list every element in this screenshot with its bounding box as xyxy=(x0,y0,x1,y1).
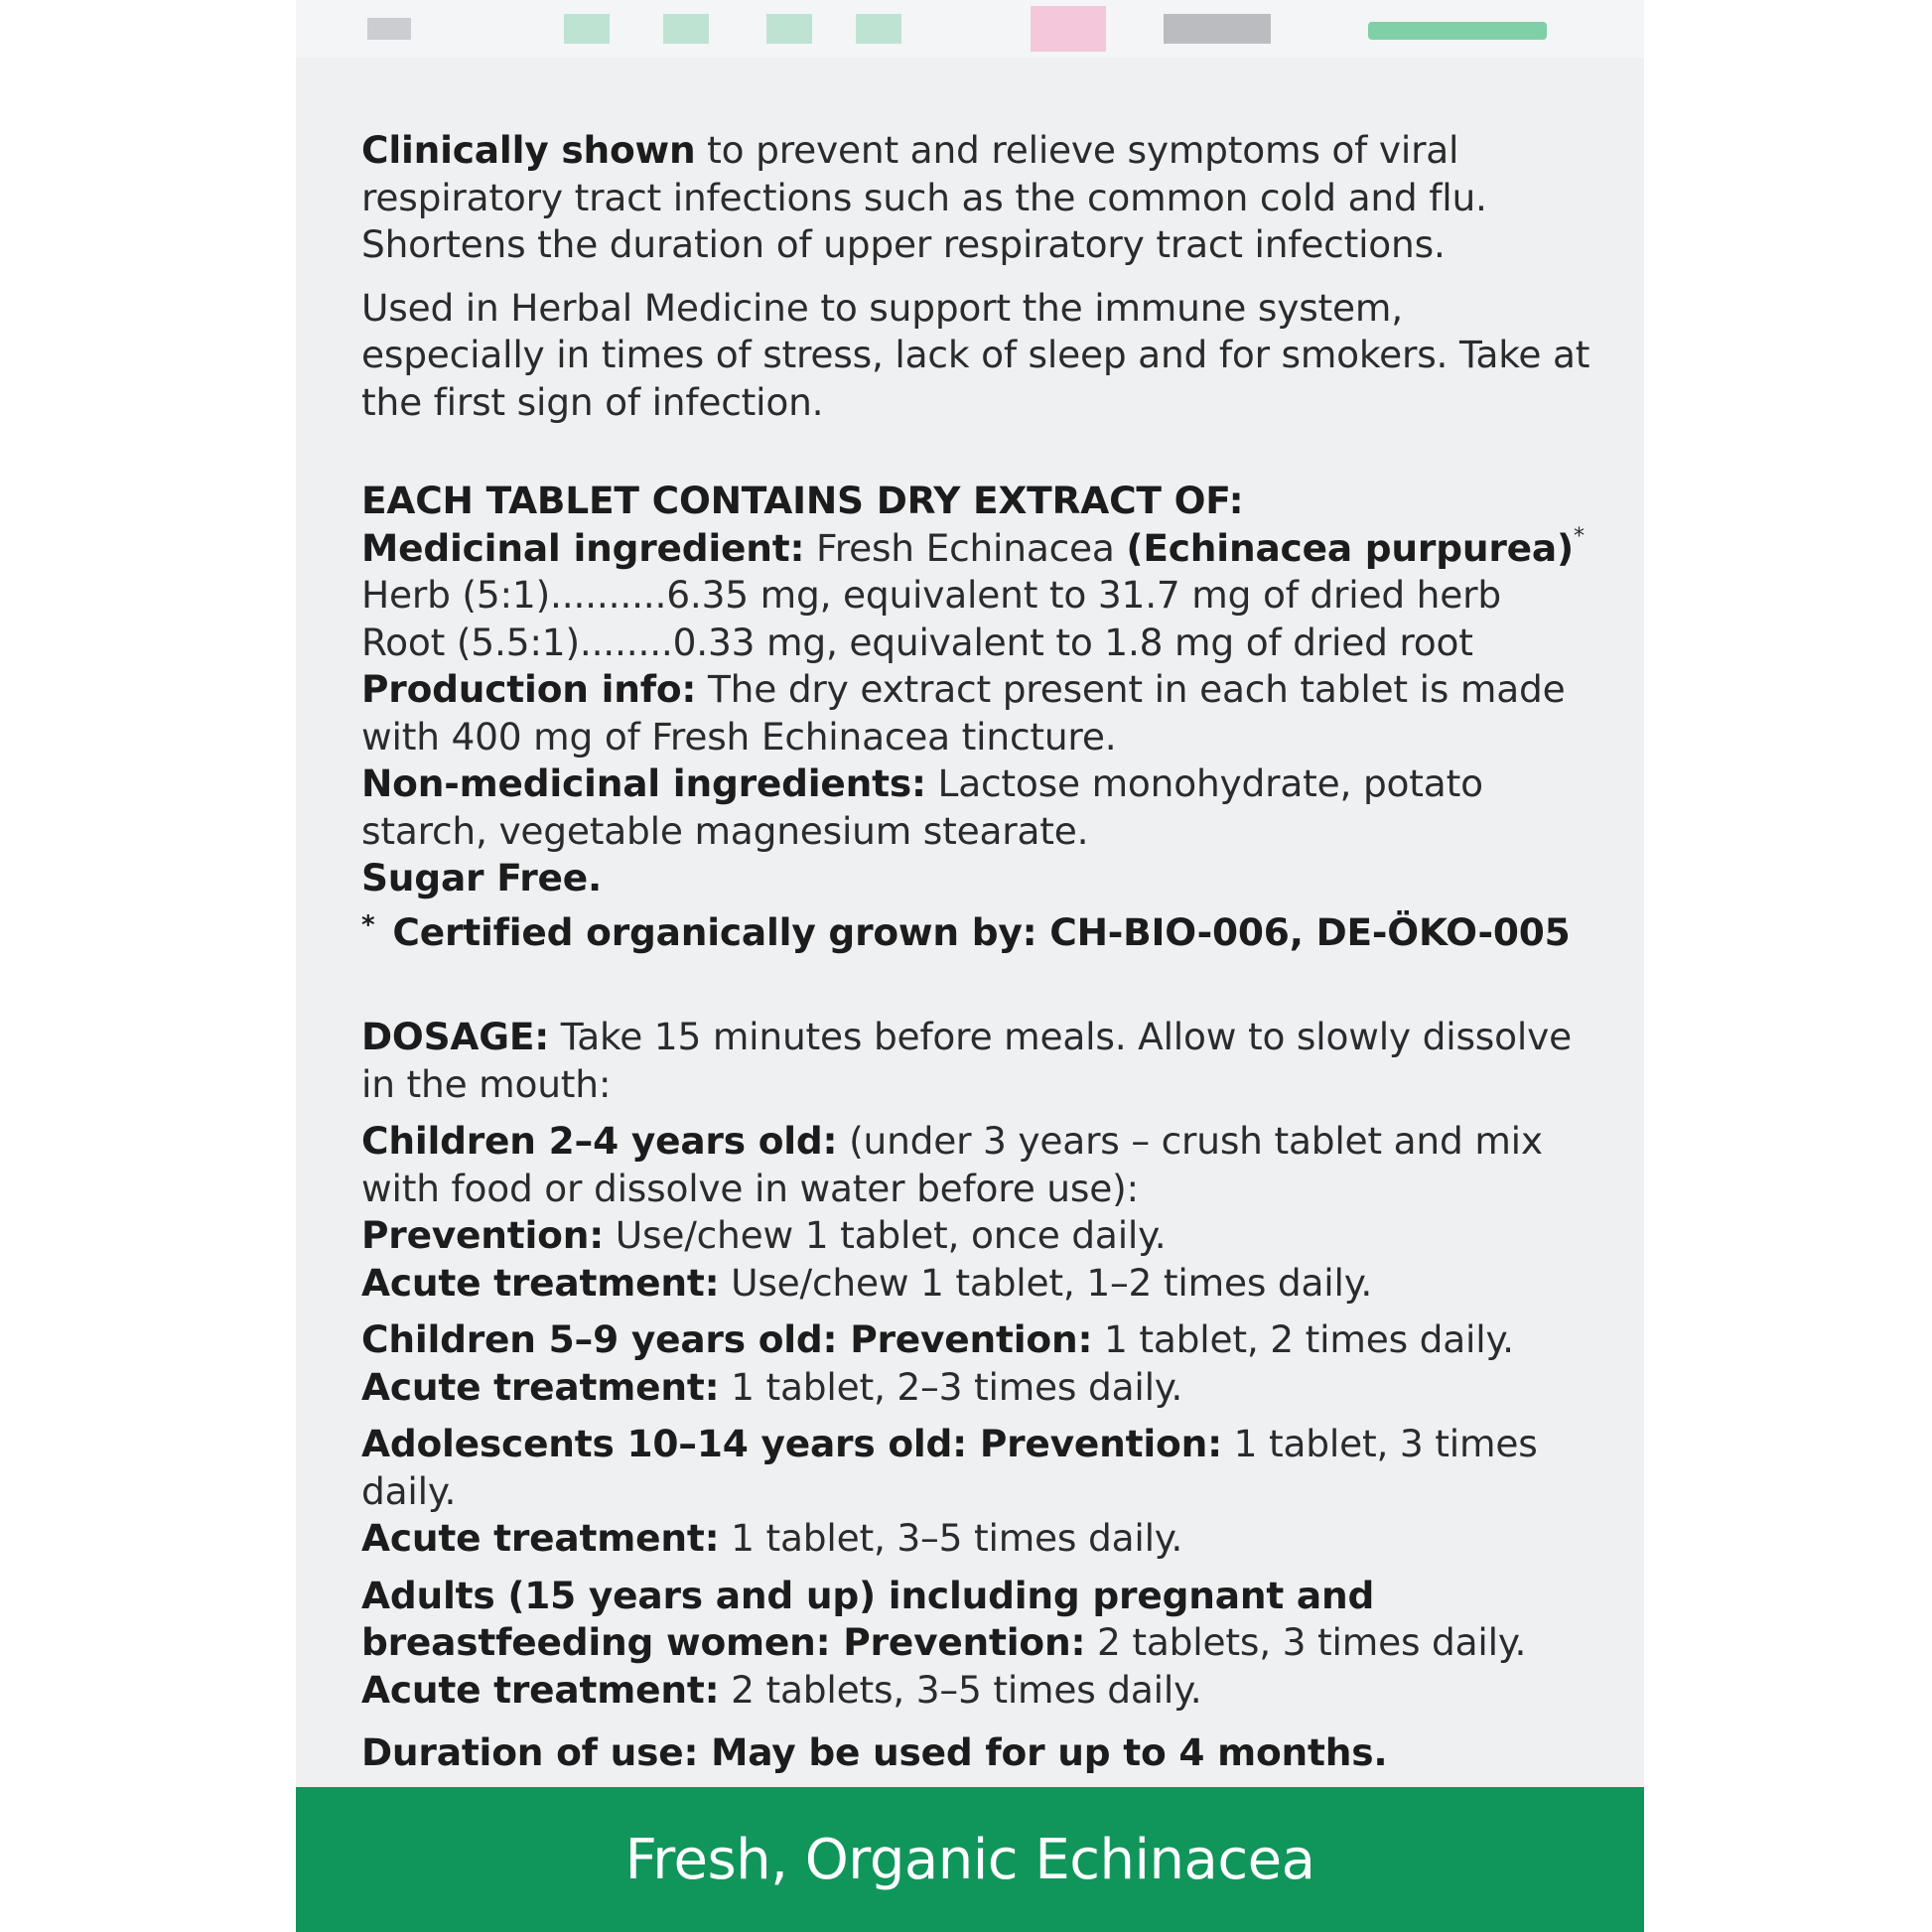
prevention-value: Use/chew 1 tablet, once daily. xyxy=(604,1213,1167,1257)
color-bar xyxy=(1368,22,1547,40)
adults-label: Adults (15 years and up) including pregnant and breastfeeding women: xyxy=(361,1573,1375,1664)
color-swatch xyxy=(856,14,901,44)
color-swatch xyxy=(663,14,709,44)
prevention-value: 2 tablets, 3 times daily. xyxy=(1085,1620,1527,1664)
color-swatch xyxy=(1031,6,1106,52)
asterisk: * xyxy=(1573,523,1585,549)
sugar-free: Sugar Free. xyxy=(361,856,603,899)
ingredients-heading: EACH TABLET CONTAINS DRY EXTRACT OF: xyxy=(361,479,1244,522)
dosage-intro xyxy=(361,1014,1592,1108)
claim-bold: Clinically shown xyxy=(361,128,696,172)
duration-of-use: Duration of use: May be used for up to 4 months. xyxy=(361,1730,1388,1774)
adolescents-prevention xyxy=(361,1421,1592,1515)
medicinal-value: Fresh Echinacea xyxy=(804,525,1127,570)
acute-label: Acute treatment: xyxy=(361,1260,720,1305)
adolescents-label: Adolescents 10–14 years old: xyxy=(361,1422,980,1465)
production-label: Production info: xyxy=(361,667,697,711)
certified-organic xyxy=(361,902,1592,957)
adults-prevention xyxy=(361,1573,1592,1667)
adults-acute xyxy=(361,1667,1592,1715)
barcode-fragment xyxy=(367,18,411,40)
acute-label: Acute treatment: xyxy=(361,1364,720,1409)
footer-tagline: Fresh, Organic Echinacea xyxy=(624,1827,1315,1892)
children-2-4-acute xyxy=(361,1260,1592,1308)
children-2-4-prevention xyxy=(361,1212,1592,1260)
herbal-use-paragraph: Used in Herbal Medicine to support the immune system, especially in times of stress, lack of sleep and for smokers. Take at the first sign of infection. xyxy=(361,285,1590,424)
acute-value: Use/chew 1 tablet, 1–2 times daily. xyxy=(719,1260,1373,1305)
acute-label: Acute treatment: xyxy=(361,1667,720,1712)
medicinal-ingredient xyxy=(361,525,1592,573)
children-2-4-heading xyxy=(361,1118,1592,1212)
acute-value: 1 tablet, 2–3 times daily. xyxy=(719,1364,1183,1409)
certified-text: Certified organically grown by: CH-BIO-006, DE-ÖKO-005 xyxy=(392,909,1571,954)
prevention-label: Prevention: xyxy=(843,1620,1086,1664)
medicinal-label: Medicinal ingredient: xyxy=(361,525,805,570)
latin-name: (Echinacea purpurea) xyxy=(1126,525,1574,570)
color-swatch xyxy=(766,14,812,44)
adolescents-acute xyxy=(361,1515,1592,1563)
production-value: The dry extract present in each tablet is made with 400 mg of Fresh Echinacea tincture. xyxy=(361,667,1566,759)
children-5-9-prevention xyxy=(361,1316,1592,1364)
non-medicinal-label: Non-medicinal ingredients: xyxy=(361,761,926,805)
acute-value: 2 tablets, 3–5 times daily. xyxy=(719,1667,1202,1712)
children-2-4-label: Children 2–4 years old: xyxy=(361,1119,838,1163)
prevention-label: Prevention: xyxy=(850,1317,1093,1361)
claim-paragraph xyxy=(361,127,1592,269)
label-text xyxy=(361,127,1592,1777)
prevention-label: Prevention: xyxy=(361,1213,605,1257)
color-swatch xyxy=(564,14,610,44)
root-line: Root (5.5:1)........0.33 mg, equivalent to 1.8 mg of dried root xyxy=(361,620,1473,664)
prevention-value: 1 tablet, 2 times daily. xyxy=(1092,1317,1514,1361)
children-2-4-note: (under 3 years – crush tablet and mix with food or dissolve in water before use): xyxy=(361,1119,1543,1210)
non-medicinal-value: Lactose monohydrate, potato starch, vegetable magnesium stearate. xyxy=(361,761,1483,853)
acute-value: 1 tablet, 3–5 times daily. xyxy=(719,1516,1183,1560)
prevention-label: Prevention: xyxy=(979,1422,1222,1465)
top-flap-strip xyxy=(296,0,1644,58)
claim-text: to prevent and relieve symptoms of viral respiratory tract infections such as the common cold and flu. Shortens the duration of upper respiratory tract infections. xyxy=(361,128,1487,266)
print-marks xyxy=(1164,14,1271,44)
children-5-9-acute xyxy=(361,1364,1592,1412)
acute-label: Acute treatment: xyxy=(361,1516,720,1560)
dosage-label: DOSAGE: xyxy=(361,1015,550,1058)
production-info xyxy=(361,666,1592,760)
herb-line: Herb (5:1)..........6.35 mg, equivalent to 31.7 mg of dried herb xyxy=(361,573,1501,617)
brand-footer-band xyxy=(296,1787,1644,1932)
non-medicinal-ingredients xyxy=(361,760,1592,855)
certified-asterisk: * xyxy=(361,909,375,940)
dosage-intro-text: Take 15 minutes before meals. Allow to slowly dissolve in the mouth: xyxy=(361,1015,1572,1106)
prevention-value: 1 tablet, 3 times daily. xyxy=(361,1422,1538,1513)
children-5-9-label: Children 5–9 years old: xyxy=(361,1317,851,1361)
